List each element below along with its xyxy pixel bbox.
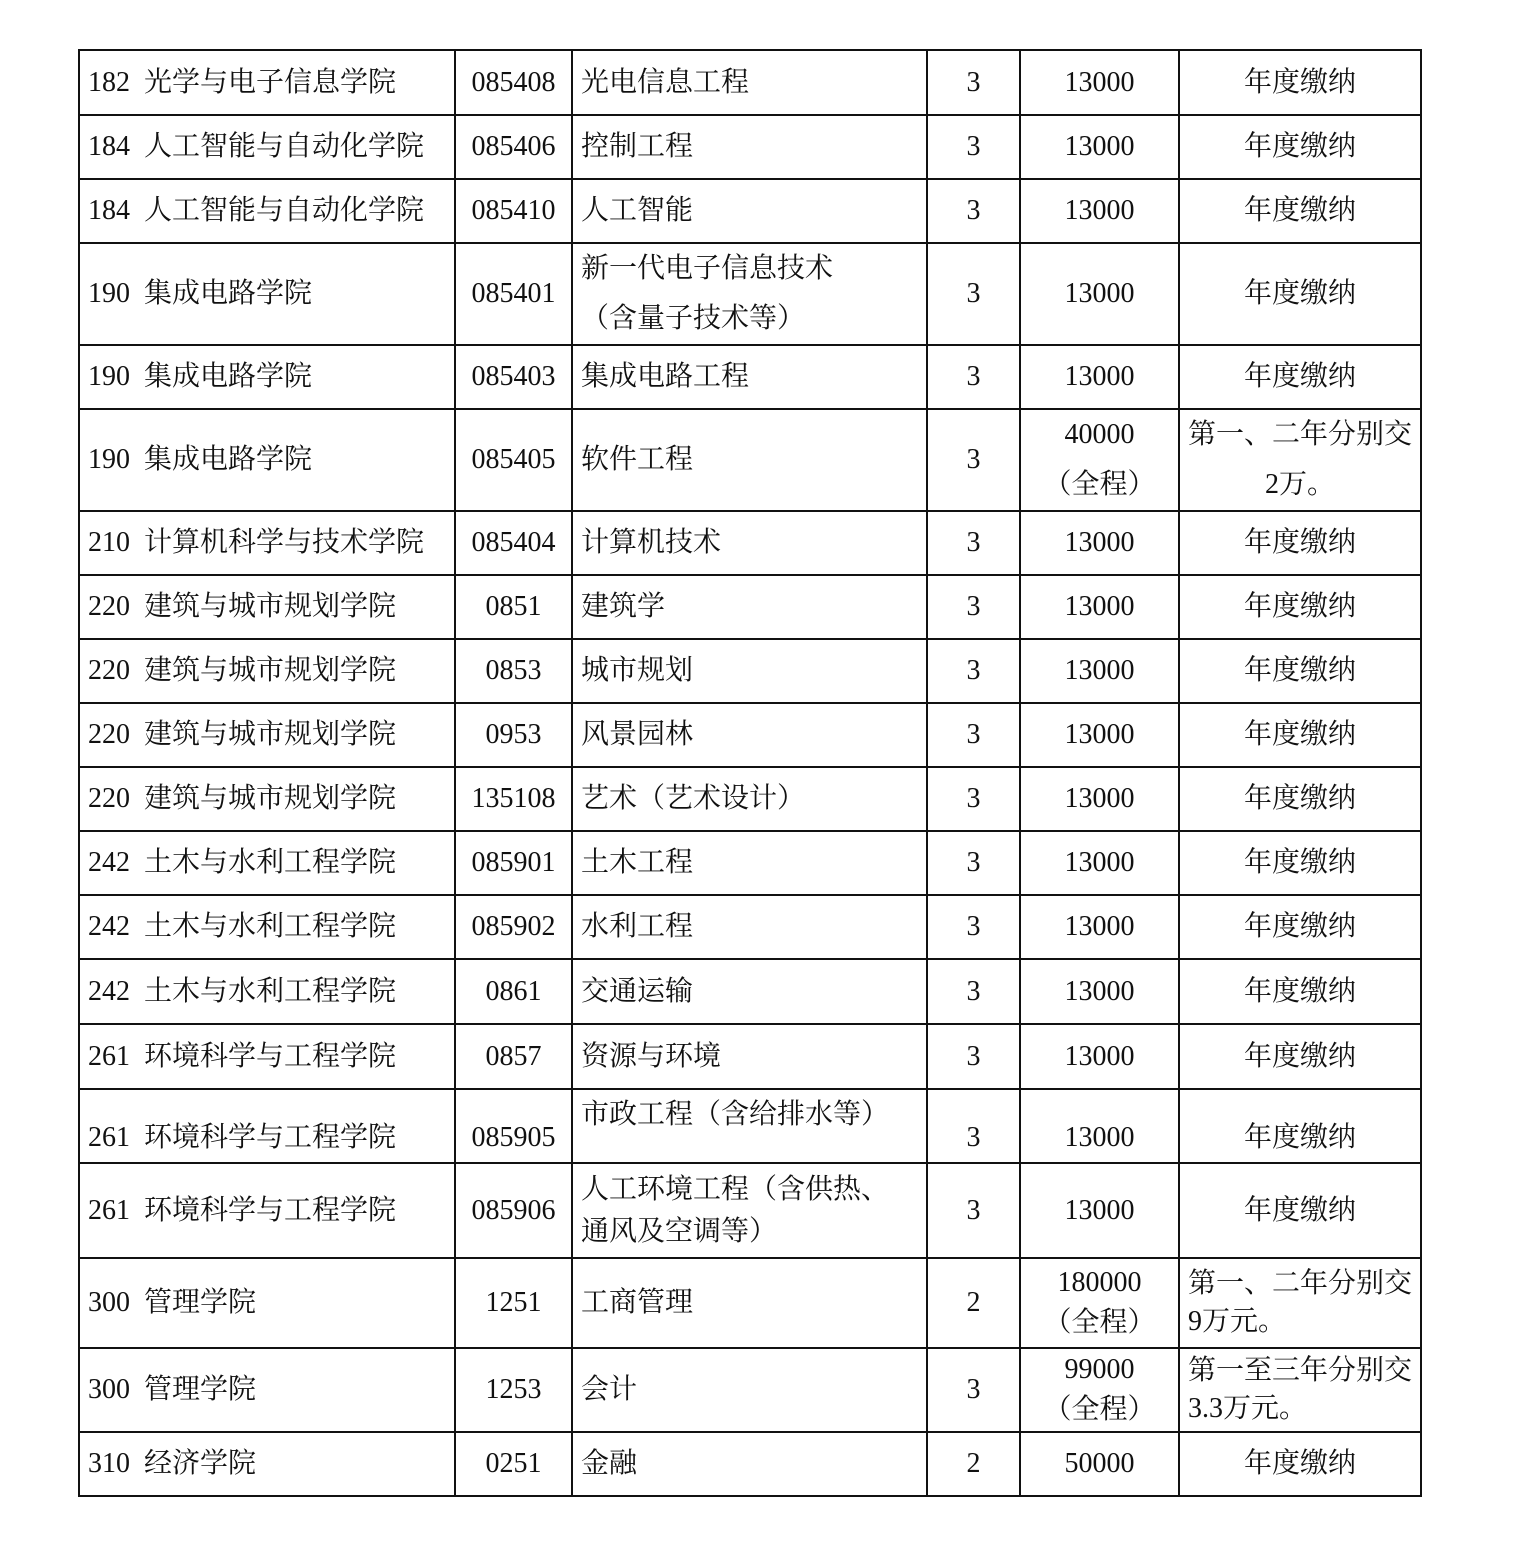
major-code-cell: 085403 <box>455 345 572 409</box>
college-cell: 182 光学与电子信息学院 <box>79 50 455 115</box>
major-name-cell: 会计 <box>572 1348 927 1432</box>
college-cell: 210 计算机科学与技术学院 <box>79 511 455 575</box>
major-name-cell: 土木工程 <box>572 831 927 895</box>
payment-cell: 年度缴纳 <box>1179 115 1421 179</box>
fee-cell: 13000 <box>1020 767 1179 831</box>
major-name-cell: 市政工程（含给排水等） <box>572 1089 927 1163</box>
fee-cell: 13000 <box>1020 895 1179 959</box>
years-cell: 3 <box>927 1163 1020 1258</box>
major-name-cell: 水利工程 <box>572 895 927 959</box>
years-cell: 3 <box>927 575 1020 639</box>
payment-cell: 年度缴纳 <box>1179 831 1421 895</box>
years-cell: 3 <box>927 1089 1020 1163</box>
table-row <box>79 1432 1421 1496</box>
payment-cell: 年度缴纳 <box>1179 243 1421 345</box>
major-code-cell: 0851 <box>455 575 572 639</box>
college-cell: 300 管理学院 <box>79 1348 455 1432</box>
major-code-cell: 085905 <box>455 1089 572 1163</box>
years-cell: 2 <box>927 1432 1020 1496</box>
major-name-cell: 人工环境工程（含供热、 通风及空调等） <box>572 1163 927 1258</box>
payment-cell: 第一至三年分别交 3.3万元。 <box>1179 1348 1421 1432</box>
major-code-cell: 085406 <box>455 115 572 179</box>
years-cell: 3 <box>927 511 1020 575</box>
major-code-cell: 085405 <box>455 409 572 511</box>
major-name-cell: 人工智能 <box>572 179 927 243</box>
years-cell: 3 <box>927 1024 1020 1089</box>
table-row <box>79 511 1421 575</box>
college-cell: 220 建筑与城市规划学院 <box>79 767 455 831</box>
college-cell: 220 建筑与城市规划学院 <box>79 703 455 767</box>
fee-cell: 13000 <box>1020 1024 1179 1089</box>
payment-cell: 年度缴纳 <box>1179 895 1421 959</box>
major-code-cell: 135108 <box>455 767 572 831</box>
table-row <box>79 409 1421 511</box>
college-cell: 242 土木与水利工程学院 <box>79 831 455 895</box>
fee-cell: 40000 （全程） <box>1020 409 1179 511</box>
table-row <box>79 179 1421 243</box>
years-cell: 3 <box>927 895 1020 959</box>
payment-cell: 年度缴纳 <box>1179 50 1421 115</box>
payment-cell: 年度缴纳 <box>1179 767 1421 831</box>
years-cell: 3 <box>927 639 1020 703</box>
fee-cell: 13000 <box>1020 831 1179 895</box>
table-row <box>79 1348 1421 1432</box>
college-cell: 300 管理学院 <box>79 1258 455 1348</box>
years-cell: 3 <box>927 1348 1020 1432</box>
table-row <box>79 895 1421 959</box>
major-name-cell: 风景园林 <box>572 703 927 767</box>
major-name-cell: 建筑学 <box>572 575 927 639</box>
major-name-cell: 工商管理 <box>572 1258 927 1348</box>
fee-cell: 13000 <box>1020 575 1179 639</box>
payment-cell: 年度缴纳 <box>1179 703 1421 767</box>
major-code-cell: 085410 <box>455 179 572 243</box>
major-name-cell: 金融 <box>572 1432 927 1496</box>
major-code-cell: 085404 <box>455 511 572 575</box>
table-row <box>79 959 1421 1024</box>
major-name-cell: 交通运输 <box>572 959 927 1024</box>
payment-cell: 年度缴纳 <box>1179 345 1421 409</box>
college-cell: 242 土木与水利工程学院 <box>79 895 455 959</box>
fee-cell: 13000 <box>1020 959 1179 1024</box>
payment-cell: 年度缴纳 <box>1179 1163 1421 1258</box>
major-code-cell: 085401 <box>455 243 572 345</box>
fee-cell: 13000 <box>1020 639 1179 703</box>
table-row <box>79 50 1421 115</box>
table-row <box>79 115 1421 179</box>
fee-cell: 99000 （全程） <box>1020 1348 1179 1432</box>
fee-cell: 13000 <box>1020 345 1179 409</box>
college-cell: 184 人工智能与自动化学院 <box>79 115 455 179</box>
table-row <box>79 1089 1421 1163</box>
major-name-cell: 艺术（艺术设计） <box>572 767 927 831</box>
table-row <box>79 1163 1421 1258</box>
years-cell: 3 <box>927 243 1020 345</box>
table-row <box>79 831 1421 895</box>
years-cell: 2 <box>927 1258 1020 1348</box>
payment-cell: 年度缴纳 <box>1179 1089 1421 1163</box>
payment-cell: 第一、二年分别交 2万。 <box>1179 409 1421 511</box>
fee-cell: 13000 <box>1020 1163 1179 1258</box>
major-code-cell: 085901 <box>455 831 572 895</box>
table-row <box>79 575 1421 639</box>
college-cell: 220 建筑与城市规划学院 <box>79 639 455 703</box>
major-code-cell: 0251 <box>455 1432 572 1496</box>
college-cell: 261 环境科学与工程学院 <box>79 1163 455 1258</box>
major-code-cell: 0861 <box>455 959 572 1024</box>
payment-cell: 年度缴纳 <box>1179 179 1421 243</box>
years-cell: 3 <box>927 345 1020 409</box>
major-code-cell: 085906 <box>455 1163 572 1258</box>
major-code-cell: 0857 <box>455 1024 572 1089</box>
table-row <box>79 639 1421 703</box>
college-cell: 242 土木与水利工程学院 <box>79 959 455 1024</box>
college-cell: 310 经济学院 <box>79 1432 455 1496</box>
table-row <box>79 1024 1421 1089</box>
major-code-cell: 085902 <box>455 895 572 959</box>
payment-cell: 年度缴纳 <box>1179 1432 1421 1496</box>
years-cell: 3 <box>927 50 1020 115</box>
college-cell: 190 集成电路学院 <box>79 243 455 345</box>
fee-cell: 13000 <box>1020 1089 1179 1163</box>
years-cell: 3 <box>927 831 1020 895</box>
major-code-cell: 1251 <box>455 1258 572 1348</box>
years-cell: 3 <box>927 703 1020 767</box>
fee-cell: 13000 <box>1020 511 1179 575</box>
college-cell: 220 建筑与城市规划学院 <box>79 575 455 639</box>
years-cell: 3 <box>927 115 1020 179</box>
college-cell: 190 集成电路学院 <box>79 409 455 511</box>
major-name-cell: 软件工程 <box>572 409 927 511</box>
college-cell: 261 环境科学与工程学院 <box>79 1089 455 1163</box>
major-name-cell: 集成电路工程 <box>572 345 927 409</box>
tuition-fee-table <box>78 49 1422 1497</box>
major-name-cell: 资源与环境 <box>572 1024 927 1089</box>
major-name-cell: 新一代电子信息技术 （含量子技术等） <box>572 243 927 345</box>
payment-cell: 年度缴纳 <box>1179 1024 1421 1089</box>
payment-cell: 年度缴纳 <box>1179 639 1421 703</box>
major-code-cell: 1253 <box>455 1348 572 1432</box>
major-name-cell: 城市规划 <box>572 639 927 703</box>
fee-cell: 13000 <box>1020 243 1179 345</box>
fee-cell: 13000 <box>1020 179 1179 243</box>
years-cell: 3 <box>927 409 1020 511</box>
payment-cell: 年度缴纳 <box>1179 959 1421 1024</box>
table-row <box>79 767 1421 831</box>
payment-cell: 年度缴纳 <box>1179 575 1421 639</box>
college-cell: 190 集成电路学院 <box>79 345 455 409</box>
table-row <box>79 243 1421 345</box>
major-name-cell: 光电信息工程 <box>572 50 927 115</box>
years-cell: 3 <box>927 959 1020 1024</box>
fee-cell: 13000 <box>1020 703 1179 767</box>
table-row <box>79 1258 1421 1348</box>
college-cell: 261 环境科学与工程学院 <box>79 1024 455 1089</box>
fee-cell: 13000 <box>1020 50 1179 115</box>
years-cell: 3 <box>927 179 1020 243</box>
table-row <box>79 345 1421 409</box>
fee-cell: 180000 （全程） <box>1020 1258 1179 1348</box>
major-code-cell: 0953 <box>455 703 572 767</box>
payment-cell: 年度缴纳 <box>1179 511 1421 575</box>
table-row <box>79 703 1421 767</box>
major-name-cell: 计算机技术 <box>572 511 927 575</box>
payment-cell: 第一、二年分别交 9万元。 <box>1179 1258 1421 1348</box>
college-cell: 184 人工智能与自动化学院 <box>79 179 455 243</box>
major-code-cell: 0853 <box>455 639 572 703</box>
major-code-cell: 085408 <box>455 50 572 115</box>
major-name-cell: 控制工程 <box>572 115 927 179</box>
years-cell: 3 <box>927 767 1020 831</box>
fee-cell: 13000 <box>1020 115 1179 179</box>
fee-cell: 50000 <box>1020 1432 1179 1496</box>
